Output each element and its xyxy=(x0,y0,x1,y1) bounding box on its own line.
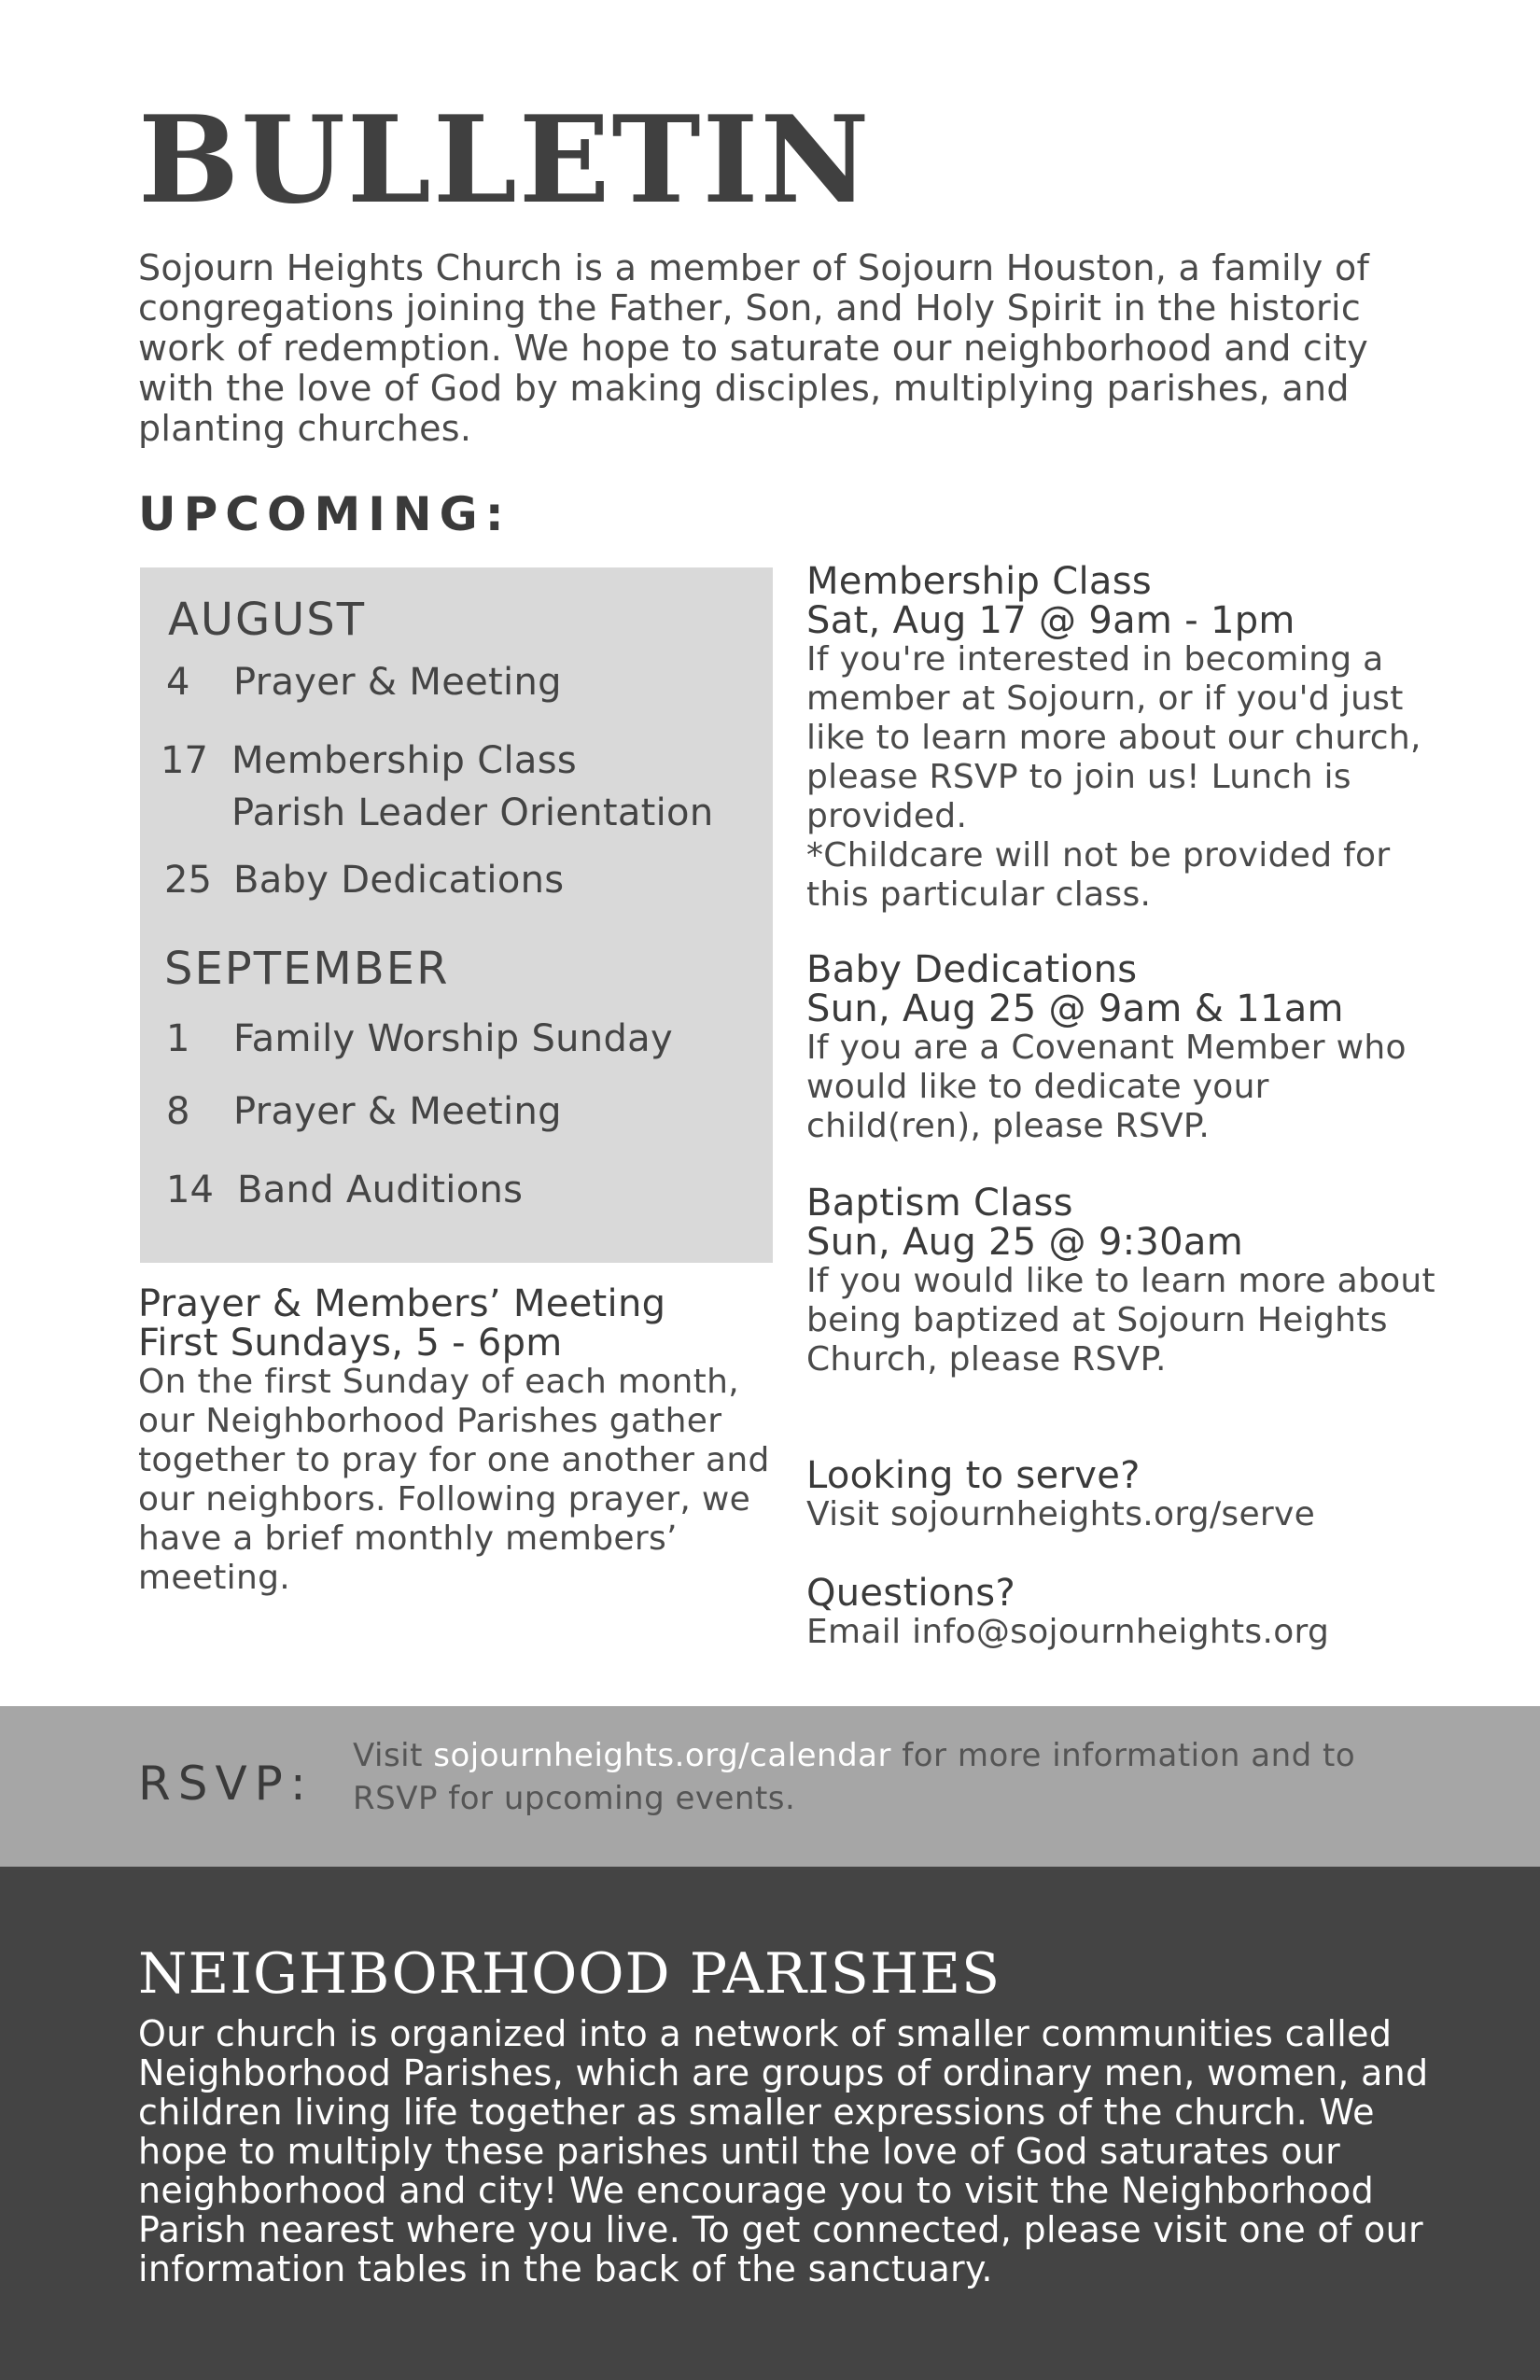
block-title: Membership Class xyxy=(806,560,1152,603)
block-when: Sun, Aug 25 @ 9:30am xyxy=(806,1221,1243,1264)
prayer-meeting-block xyxy=(138,1284,791,1598)
block-body: If you would like to learn more about being baptized at Sojourn Heights Church, please RSVP. xyxy=(806,1262,1435,1379)
serve-block xyxy=(806,1456,1450,1534)
event-name: Family Worship Sunday xyxy=(233,1017,673,1060)
event-day: 1 xyxy=(166,1017,190,1060)
calendar-link[interactable]: sojournheights.org/calendar xyxy=(433,1737,891,1774)
block-title: Baptism Class xyxy=(806,1182,1073,1225)
rsvp-text-after: for more information and to RSVP for upcoming events. xyxy=(353,1737,1356,1817)
calendar-box xyxy=(140,567,773,1263)
rsvp-band xyxy=(0,1706,1540,1867)
block-when: Sun, Aug 25 @ 9am & 11am xyxy=(806,987,1344,1030)
event-day: 4 xyxy=(166,661,190,704)
event-day: 14 xyxy=(166,1169,214,1211)
block-body: On the first Sunday of each month, our Neighborhood Parishes gather together to pray for one another and our neighbors. Following prayer, we have a brief monthly members’ meeting. xyxy=(138,1363,770,1597)
block-when: First Sundays, 5 - 6pm xyxy=(138,1322,563,1365)
event-day: 8 xyxy=(166,1090,190,1133)
baptism-class-block xyxy=(806,1183,1450,1379)
event-name: Prayer & Meeting xyxy=(233,661,562,704)
block-title: Baby Dedications xyxy=(806,948,1138,991)
event-day: 25 xyxy=(164,859,212,902)
rsvp-label: RSVP: xyxy=(138,1757,314,1811)
questions-block xyxy=(806,1574,1450,1652)
block-when: Sat, Aug 17 @ 9am - 1pm xyxy=(806,599,1295,642)
event-name: Baby Dedications xyxy=(233,859,565,902)
parishes-title: NEIGHBORHOOD PARISHES xyxy=(138,1941,1001,2007)
block-title: Questions? xyxy=(806,1572,1015,1615)
event-name: Band Auditions xyxy=(237,1169,524,1211)
event-name: Prayer & Meeting xyxy=(233,1090,562,1133)
parishes-body: Our church is organized into a network of smaller communities called Neighborhood Parishes, which are groups of ordinary men, women, and children living life together as smaller expressions of the church. We hope to multiply these parishes until the love of God saturates our neighborhood and city! We encourage you to visit the Neighborhood Parish nearest where you live. To get connected, please visit one of our information tables in the back of the sanctuary. xyxy=(138,2013,1429,2289)
block-body: If you are a Covenant Member who would like to dedicate your child(ren), please RSVP. xyxy=(806,1029,1407,1145)
parishes-band xyxy=(0,1867,1540,2380)
rsvp-text xyxy=(353,1734,1435,1820)
block-body: If you're interested in becoming a member at Sojourn, or if you'd just like to learn more about our church, please RSVP to join us! Lunch is provided. xyxy=(806,640,1421,835)
email-link[interactable]: Email info@sojournheights.org xyxy=(806,1613,1330,1651)
bulletin-title: BULLETIN xyxy=(138,91,872,231)
upcoming-heading: UPCOMING: xyxy=(138,487,511,541)
rsvp-text-before: Visit xyxy=(353,1737,434,1774)
event-name: Membership Class xyxy=(231,739,577,782)
membership-class-block xyxy=(806,562,1450,915)
event-day: 17 xyxy=(161,739,208,782)
intro-paragraph: Sojourn Heights Church is a member of Sojourn Houston, a family of congregations joining the Father, Son, and Holy Spirit in the historic work of redemption. We hope to saturate our neighborhood and city with the love of God by making disciples, multiplying parishes, and planting churches. xyxy=(138,247,1370,449)
serve-link[interactable]: Visit sojournheights.org/serve xyxy=(806,1495,1316,1533)
event-name: Parish Leader Orientation xyxy=(231,791,714,834)
month-september: SEPTEMBER xyxy=(164,943,450,995)
baby-dedications-block xyxy=(806,950,1450,1146)
block-note: *Childcare will not be provided for this particular class. xyxy=(806,836,1391,914)
block-title: Looking to serve? xyxy=(806,1454,1141,1497)
month-august: AUGUST xyxy=(168,594,367,646)
block-title: Prayer & Members’ Meeting xyxy=(138,1282,666,1325)
